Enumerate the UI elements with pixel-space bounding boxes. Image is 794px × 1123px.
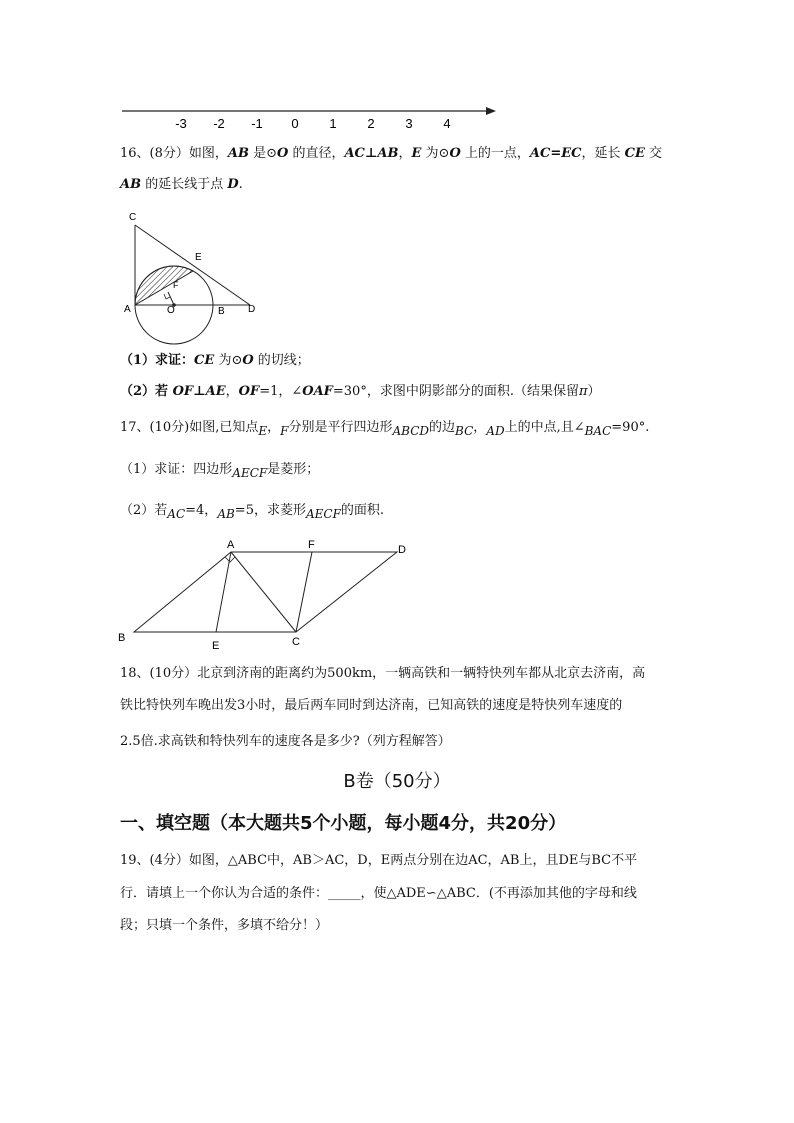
q17-var-abcd: ABCD bbox=[392, 424, 430, 438]
q16-label-f: F bbox=[173, 280, 179, 290]
q16-text: 的直径， bbox=[288, 146, 345, 161]
number-line-tick-label: 1 bbox=[329, 116, 337, 131]
q17-label-c: C bbox=[292, 636, 300, 648]
q16-var-o: O bbox=[242, 353, 254, 368]
q17-text: 分别是平行四边形 bbox=[288, 420, 393, 435]
q16-var-of: OF bbox=[238, 384, 260, 399]
q16-var-of-ae: OF⊥AE bbox=[172, 384, 226, 399]
number-line-arrow bbox=[486, 107, 496, 115]
q17-label-e: E bbox=[212, 640, 220, 652]
number-line-tick-label: -2 bbox=[213, 116, 225, 131]
q16-text: 交 bbox=[644, 146, 663, 161]
q17-label-b: B bbox=[118, 632, 126, 644]
q17-line-ae bbox=[216, 552, 231, 632]
q18-line3: 2.5倍.求高铁和特快列车的速度各是多少?（列方程解答） bbox=[120, 734, 451, 749]
q17-var-aecf: AECF bbox=[305, 507, 341, 521]
q16-line2 bbox=[120, 176, 243, 194]
q17-part2 bbox=[120, 501, 384, 520]
q17-var-e: E bbox=[258, 424, 268, 438]
q16-var-e: E bbox=[411, 146, 422, 161]
q16-line1 bbox=[120, 145, 662, 163]
q17-text: ， bbox=[267, 420, 281, 435]
q17-label-d: D bbox=[398, 544, 406, 556]
q16-text: =1，∠ bbox=[259, 384, 303, 399]
section-b-title: B卷（50分） bbox=[343, 771, 451, 792]
q17-var-bc: BC bbox=[455, 424, 474, 438]
q16-shaded-segment bbox=[135, 266, 193, 305]
q16-var-ab: AB bbox=[120, 177, 142, 192]
q16-var-ab: AB bbox=[227, 146, 249, 161]
number-line-tick-label: -1 bbox=[251, 116, 263, 131]
q17-text: ， bbox=[473, 420, 487, 435]
q17-text: =4， bbox=[185, 503, 218, 518]
q17-text: （2）若 bbox=[120, 503, 168, 518]
number-line-tick-label: 0 bbox=[291, 116, 299, 131]
q16-text: 为⊙ bbox=[421, 146, 450, 161]
q17-var-ad: AD bbox=[486, 424, 505, 438]
q17-text: 的面积. bbox=[340, 503, 385, 518]
q16-figure bbox=[118, 208, 268, 348]
q17-parallelogram-abcd bbox=[134, 552, 397, 632]
q18-line2: 铁比特快列车晚出发3小时，最后两车同时到达济南，已知高铁的速度是特快列车速度的 bbox=[120, 698, 623, 713]
q16-line-of bbox=[168, 292, 174, 305]
q16-part2 bbox=[120, 383, 601, 401]
q19-line1: 19、(4分）如图，△ABC中，AB＞AC，D，E两点分别在边AC，AB上，且DE与BC不平 bbox=[120, 853, 638, 868]
q17-var-ac: AC bbox=[167, 507, 186, 521]
q16-var-d: D bbox=[227, 177, 239, 192]
q16-text: 为⊙ bbox=[214, 353, 243, 368]
q17-text: （1）求证：四边形 bbox=[120, 462, 233, 477]
q17-text: 17、(10分)如图,已知点 bbox=[120, 420, 259, 435]
q16-label-e: E bbox=[195, 252, 202, 263]
q16-var-pi: π bbox=[578, 384, 588, 399]
q16-text: 的切线； bbox=[253, 353, 310, 368]
q16-var-ce: CE bbox=[194, 353, 215, 368]
q16-label-c: C bbox=[129, 212, 137, 223]
q16-var-oaf: OAF bbox=[302, 384, 333, 399]
q16-text: （2）若 bbox=[120, 384, 173, 399]
number-line bbox=[110, 98, 510, 134]
q17-line-ac bbox=[231, 552, 296, 632]
q16-label-b: B bbox=[218, 306, 225, 317]
q17-part1 bbox=[120, 460, 319, 479]
q17-label-f: F bbox=[308, 539, 315, 551]
q17-line1 bbox=[120, 418, 649, 437]
number-line-tick-label: 4 bbox=[443, 116, 451, 131]
q17-text: =90°. bbox=[611, 420, 650, 435]
q16-label-o: O bbox=[167, 305, 175, 316]
q19-line2: 行．请填上一个你认为合适的条件：_____，使△ADE∽△ABC．(不再添加其他的字母和线 bbox=[120, 886, 637, 901]
q16-text: ） bbox=[587, 384, 601, 399]
number-line-tick-label: -3 bbox=[175, 116, 187, 131]
q17-label-a: A bbox=[227, 539, 235, 551]
q17-var-f: F bbox=[280, 424, 289, 438]
q16-label-a: A bbox=[124, 304, 131, 315]
q16-label-d: D bbox=[248, 304, 256, 315]
number-line-tick-label: 3 bbox=[405, 116, 413, 131]
q16-text: ， bbox=[398, 146, 412, 161]
q16-var-ac-ec: AC=EC bbox=[529, 146, 582, 161]
q16-var-ce: CE bbox=[624, 146, 645, 161]
q16-var-o: O bbox=[277, 146, 289, 161]
q19-line3: 段；只填一个条件，多填不给分！） bbox=[120, 918, 329, 933]
q17-var-aecf: AECF bbox=[232, 466, 268, 480]
q17-var-ab: AB bbox=[217, 507, 235, 521]
q16-text: . bbox=[238, 177, 243, 192]
section-b-part-heading: 一、填空题（本大题共5个小题，每小题4分，共20分） bbox=[120, 813, 567, 834]
q16-text: 上的一点， bbox=[460, 146, 530, 161]
q16-text: =30°，求图中阴影部分的面积.（结果保留 bbox=[332, 384, 579, 399]
q16-var-o: O bbox=[449, 146, 461, 161]
q17-text: 是菱形； bbox=[267, 462, 320, 477]
q17-figure bbox=[112, 533, 422, 657]
q17-line-fc bbox=[296, 552, 312, 632]
q17-text: =5，求菱形 bbox=[234, 503, 306, 518]
q16-text: ， bbox=[225, 384, 239, 399]
q16-text: ，延长 bbox=[581, 146, 625, 161]
q17-text: 上的中点,且∠ bbox=[504, 420, 585, 435]
q16-text: 的延长线于点 bbox=[141, 177, 228, 192]
number-line-tick-label: 2 bbox=[367, 116, 375, 131]
q16-text: （1）求证： bbox=[120, 353, 195, 368]
q17-text: 的边 bbox=[429, 420, 456, 435]
q16-text: 16、(8分）如图， bbox=[120, 146, 228, 161]
q16-part1 bbox=[120, 352, 310, 370]
q18-line1: 18、(10分）北京到济南的距离约为500km，一辆高铁和一辆特快列车都从北京去济南，高 bbox=[120, 666, 646, 681]
q17-var-bac: BAC bbox=[584, 424, 612, 438]
q16-var-ac-ab: AC⊥AB bbox=[344, 146, 399, 161]
q16-text: 是⊙ bbox=[248, 146, 277, 161]
